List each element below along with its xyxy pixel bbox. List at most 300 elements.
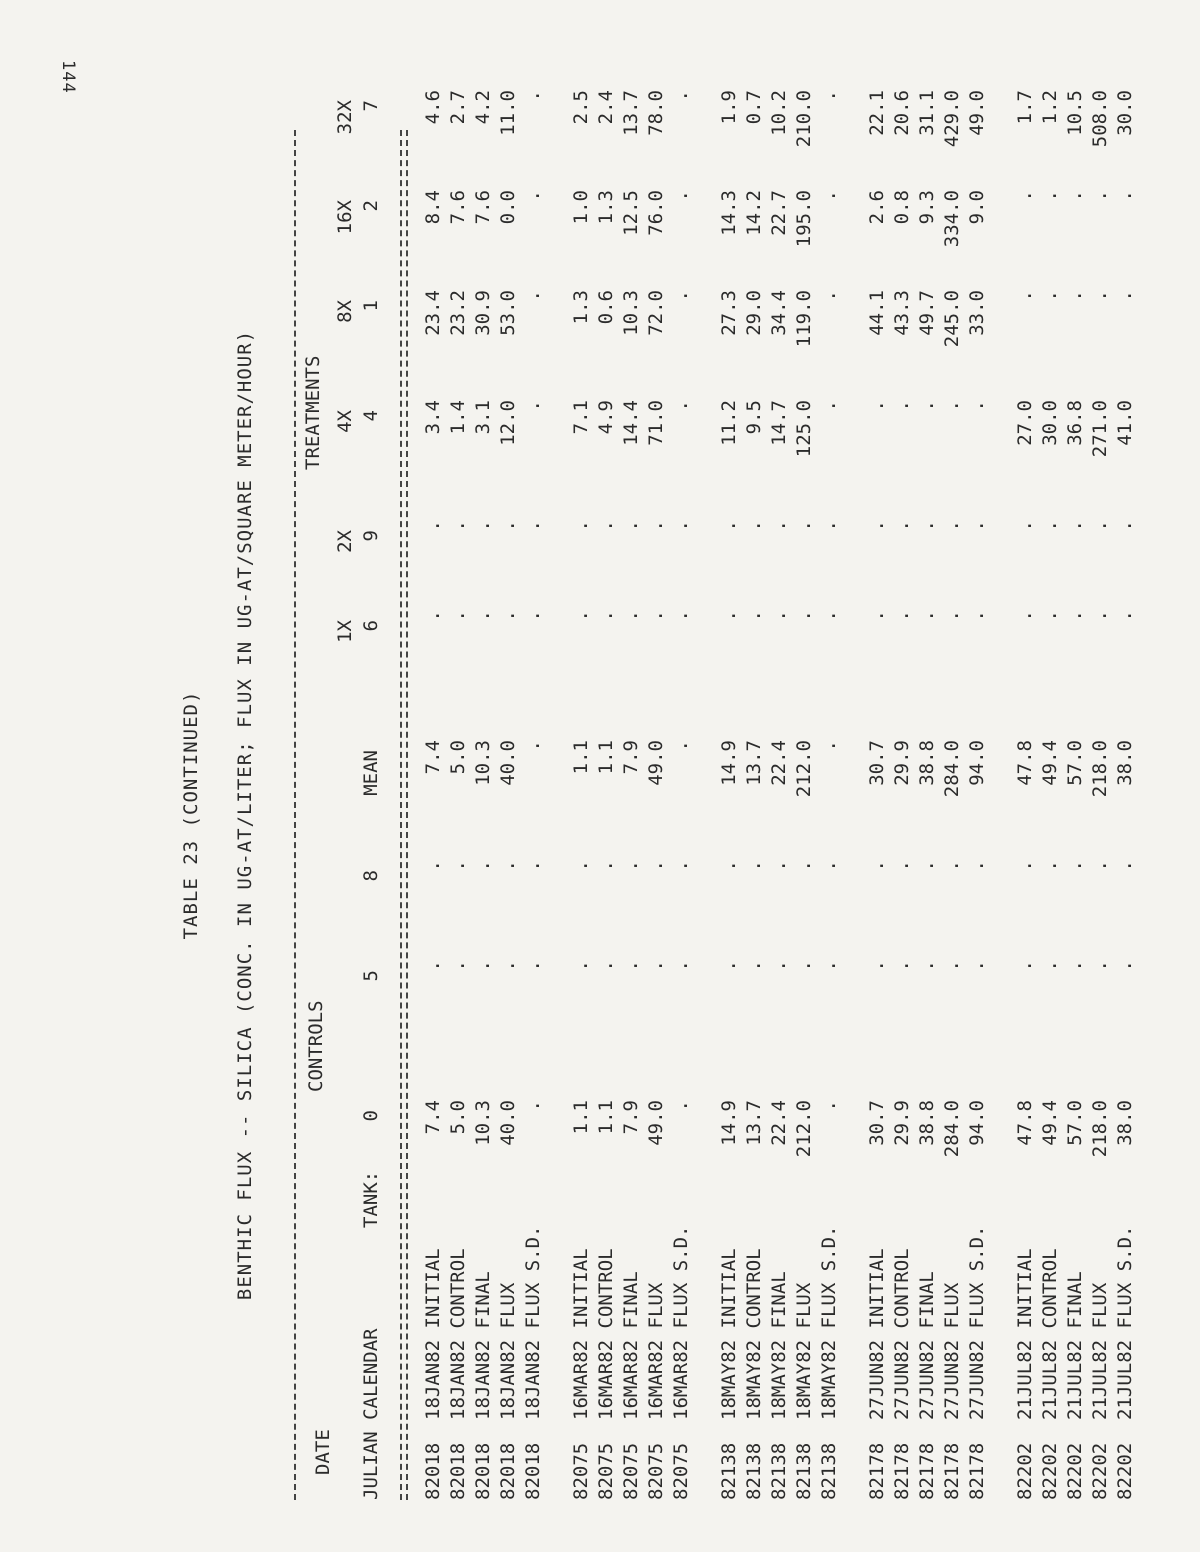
cell-calendar: 18MAY82 FLUX	[793, 1282, 815, 1420]
cell-x8: 119.0	[793, 290, 815, 348]
cell-x8: .	[1064, 290, 1086, 302]
cell-x32: 429.0	[941, 90, 963, 148]
rotated-table	[172, 90, 1172, 1500]
cell-x16: 14.2	[743, 190, 765, 236]
cell-julian: 82138	[818, 1442, 840, 1500]
cell-x2: .	[916, 520, 938, 532]
cell-calendar: 21JUL82 INITIAL	[1014, 1248, 1036, 1420]
cell-x16: 2.6	[866, 190, 888, 225]
table-row	[570, 90, 595, 1500]
cell-x4: 125.0	[793, 400, 815, 458]
cell-julian: 82178	[941, 1442, 963, 1500]
cell-t8: .	[620, 860, 642, 872]
cell-calendar: 16MAR82 FINAL	[620, 1271, 642, 1420]
table-row	[916, 90, 941, 1500]
cell-julian: 82075	[595, 1442, 617, 1500]
cell-calendar: 21JUL82 FLUX	[1089, 1282, 1111, 1420]
cell-t5: .	[472, 960, 494, 972]
cell-julian: 82018	[422, 1442, 444, 1500]
cell-x1: .	[966, 610, 988, 622]
cell-x2: .	[570, 520, 592, 532]
table-subtitle: BENTHIC FLUX -- SILICA (CONC. IN UG-AT/LITER; FLUX IN UG-AT/SQUARE METER/HOUR)	[234, 329, 256, 1301]
cell-x4: 12.0	[497, 400, 519, 446]
cell-t0: .	[670, 1100, 692, 1112]
cell-x16: 12.5	[620, 190, 642, 236]
cell-t8: .	[916, 860, 938, 872]
cell-x2: .	[891, 520, 913, 532]
cell-x16: .	[1064, 190, 1086, 202]
cell-x32: 2.5	[570, 90, 592, 125]
cell-t8: .	[891, 860, 913, 872]
cell-x1: .	[570, 610, 592, 622]
cell-t8: .	[497, 860, 519, 872]
cell-x8: .	[670, 290, 692, 302]
dose-32x: 32X	[334, 100, 356, 135]
cell-mean: .	[818, 740, 840, 752]
table-row	[447, 90, 472, 1500]
cell-t0: 38.8	[916, 1100, 938, 1146]
cell-x8: 23.4	[422, 290, 444, 336]
cell-calendar: 18MAY82 FLUX S.D.	[818, 1225, 840, 1420]
cell-x8: .	[818, 290, 840, 302]
cell-t5: .	[620, 960, 642, 972]
cell-julian: 82202	[1039, 1442, 1061, 1500]
cell-t5: .	[595, 960, 617, 972]
cell-t5: .	[570, 960, 592, 972]
cell-t5: .	[645, 960, 667, 972]
cell-julian: 82138	[768, 1442, 790, 1500]
table-row	[670, 90, 695, 1500]
cell-x1: .	[1014, 610, 1036, 622]
cell-x32: 49.0	[966, 90, 988, 136]
cell-x32: 1.2	[1039, 90, 1061, 125]
cell-x1: .	[768, 610, 790, 622]
cell-x32: 210.0	[793, 90, 815, 148]
cell-mean: .	[670, 740, 692, 752]
cell-julian: 82178	[891, 1442, 913, 1500]
cell-x2: .	[422, 520, 444, 532]
cell-x8: 49.7	[916, 290, 938, 336]
cell-t8: .	[645, 860, 667, 872]
table-row	[818, 90, 843, 1500]
cell-x8: 72.0	[645, 290, 667, 336]
cell-x4: 11.2	[718, 400, 740, 446]
cell-x1: .	[645, 610, 667, 622]
cell-x8: .	[1014, 290, 1036, 302]
cell-x1: .	[743, 610, 765, 622]
cell-t5: .	[941, 960, 963, 972]
cell-t5: .	[916, 960, 938, 972]
cell-x4: .	[941, 400, 963, 412]
tank-9-header: 9	[360, 530, 382, 542]
cell-mean: 1.1	[570, 740, 592, 775]
page-number: 144	[58, 60, 78, 94]
table-row	[595, 90, 620, 1500]
cell-t5: .	[1114, 960, 1136, 972]
cell-calendar: 16MAR82 CONTROL	[595, 1248, 617, 1420]
cell-x32: .	[522, 90, 544, 102]
cell-x16: 76.0	[645, 190, 667, 236]
cell-t0: 7.9	[620, 1100, 642, 1135]
cell-t8: .	[595, 860, 617, 872]
cell-x32: 11.0	[497, 90, 519, 136]
cell-t0: .	[522, 1100, 544, 1112]
cell-x1: .	[522, 610, 544, 622]
cell-julian: 82075	[670, 1442, 692, 1500]
cell-x16: .	[1089, 190, 1111, 202]
cell-x8: 10.3	[620, 290, 642, 336]
cell-mean: 1.1	[595, 740, 617, 775]
cell-x32: 4.6	[422, 90, 444, 125]
cell-t5: .	[522, 960, 544, 972]
cell-x32: 10.2	[768, 90, 790, 136]
cell-t8: .	[1014, 860, 1036, 872]
cell-t8: .	[941, 860, 963, 872]
cell-t8: .	[718, 860, 740, 872]
cell-calendar: 21JUL82 FINAL	[1064, 1271, 1086, 1420]
cell-julian: 82202	[1089, 1442, 1111, 1500]
controls-header: CONTROLS	[305, 1000, 327, 1092]
cell-x32: 508.0	[1089, 90, 1111, 148]
cell-calendar: 18JAN82 FLUX S.D.	[522, 1225, 544, 1420]
cell-t0: 49.0	[645, 1100, 667, 1146]
tank-1-header: 1	[360, 300, 382, 312]
cell-calendar: 27JUN82 FLUX S.D.	[966, 1225, 988, 1420]
cell-x16: .	[522, 190, 544, 202]
cell-t5: .	[966, 960, 988, 972]
header-rule-mid	[400, 130, 402, 1500]
cell-x4: .	[966, 400, 988, 412]
cell-x2: .	[472, 520, 494, 532]
cell-t8: .	[866, 860, 888, 872]
cell-calendar: 16MAR82 FLUX S.D.	[670, 1225, 692, 1420]
cell-x32: 2.7	[447, 90, 469, 125]
cell-mean: 49.0	[645, 740, 667, 786]
tank-5-header: 5	[360, 970, 382, 982]
cell-t0: 284.0	[941, 1100, 963, 1158]
mean-header: MEAN	[360, 750, 382, 796]
cell-x16: 0.0	[497, 190, 519, 225]
cell-x32: 2.4	[595, 90, 617, 125]
cell-x2: .	[818, 520, 840, 532]
dose-1x: 1X	[334, 620, 356, 643]
cell-x1: .	[620, 610, 642, 622]
cell-x16: 9.0	[966, 190, 988, 225]
cell-t5: .	[818, 960, 840, 972]
cell-calendar: 21JUL82 FLUX S.D.	[1114, 1225, 1136, 1420]
table-row	[645, 90, 670, 1500]
cell-x8: 43.3	[891, 290, 913, 336]
cell-t0: 218.0	[1089, 1100, 1111, 1158]
cell-calendar: 18MAY82 CONTROL	[743, 1248, 765, 1420]
tank-7-header: 7	[360, 100, 382, 112]
cell-mean: 13.7	[743, 740, 765, 786]
cell-x8: 29.0	[743, 290, 765, 336]
cell-x16: 9.3	[916, 190, 938, 225]
cell-julian: 82178	[966, 1442, 988, 1500]
cell-julian: 82018	[472, 1442, 494, 1500]
cell-x8: 1.3	[570, 290, 592, 325]
cell-x4: 4.9	[595, 400, 617, 435]
cell-x4: 71.0	[645, 400, 667, 446]
tank-label: TANK:	[360, 1170, 382, 1228]
cell-t5: .	[891, 960, 913, 972]
cell-x2: .	[1064, 520, 1086, 532]
cell-t5: .	[447, 960, 469, 972]
table-row	[866, 90, 891, 1500]
table-row	[1014, 90, 1039, 1500]
header-rule-top	[294, 130, 296, 1500]
cell-x2: .	[718, 520, 740, 532]
cell-calendar: 18JAN82 FLUX	[497, 1282, 519, 1420]
cell-x16: 8.4	[422, 190, 444, 225]
cell-x1: .	[447, 610, 469, 622]
cell-mean: 38.0	[1114, 740, 1136, 786]
cell-x16: 0.8	[891, 190, 913, 225]
cell-t8: .	[1114, 860, 1136, 872]
cell-x32: 20.6	[891, 90, 913, 136]
cell-x8: 44.1	[866, 290, 888, 336]
date-header: DATE	[312, 1429, 334, 1475]
treatments-header: TREATMENTS	[302, 355, 324, 470]
cell-x8: 0.6	[595, 290, 617, 325]
cell-x16: .	[818, 190, 840, 202]
cell-x16: 7.6	[447, 190, 469, 225]
cell-julian: 82018	[497, 1442, 519, 1500]
cell-x2: .	[941, 520, 963, 532]
cell-t5: .	[497, 960, 519, 972]
table-row	[1114, 90, 1139, 1500]
cell-mean: 14.9	[718, 740, 740, 786]
cell-x4: 14.7	[768, 400, 790, 446]
cell-x32: 4.2	[472, 90, 494, 125]
cell-t0: 29.9	[891, 1100, 913, 1146]
cell-t8: .	[1039, 860, 1061, 872]
cell-t5: .	[718, 960, 740, 972]
cell-calendar: 27JUN82 FINAL	[916, 1271, 938, 1420]
cell-x16: 7.6	[472, 190, 494, 225]
cell-t8: .	[1089, 860, 1111, 872]
cell-x8: 27.3	[718, 290, 740, 336]
cell-calendar: 18JAN82 CONTROL	[447, 1248, 469, 1420]
cell-t0: 14.9	[718, 1100, 740, 1146]
cell-mean: 7.4	[422, 740, 444, 775]
cell-x4: .	[916, 400, 938, 412]
cell-x8: 245.0	[941, 290, 963, 348]
cell-t5: .	[743, 960, 765, 972]
cell-x1: .	[1114, 610, 1136, 622]
tank-0-header: 0	[360, 1110, 382, 1122]
cell-t8: .	[670, 860, 692, 872]
cell-t0: 94.0	[966, 1100, 988, 1146]
cell-x4: .	[866, 400, 888, 412]
cell-x8: .	[1089, 290, 1111, 302]
cell-x8: 53.0	[497, 290, 519, 336]
cell-t0: 57.0	[1064, 1100, 1086, 1146]
cell-calendar: 27JUN82 FLUX	[941, 1282, 963, 1420]
cell-x8: 33.0	[966, 290, 988, 336]
header-rule-bottom	[406, 130, 408, 1500]
cell-x8: .	[1039, 290, 1061, 302]
cell-x2: .	[743, 520, 765, 532]
cell-x2: .	[447, 520, 469, 532]
cell-t0: .	[818, 1100, 840, 1112]
cell-t0: 10.3	[472, 1100, 494, 1146]
cell-x1: .	[793, 610, 815, 622]
cell-t0: 7.4	[422, 1100, 444, 1135]
cell-x8: 34.4	[768, 290, 790, 336]
cell-calendar: 27JUN82 INITIAL	[866, 1248, 888, 1420]
cell-t8: .	[422, 860, 444, 872]
cell-x16: .	[1039, 190, 1061, 202]
cell-julian: 82075	[620, 1442, 642, 1500]
cell-t0: 22.4	[768, 1100, 790, 1146]
cell-mean: 212.0	[793, 740, 815, 798]
table-row	[768, 90, 793, 1500]
cell-x2: .	[866, 520, 888, 532]
cell-t0: 49.4	[1039, 1100, 1061, 1146]
cell-mean: 47.8	[1014, 740, 1036, 786]
cell-calendar: 18MAY82 FINAL	[768, 1271, 790, 1420]
cell-x4: .	[891, 400, 913, 412]
cell-julian: 82202	[1114, 1442, 1136, 1500]
cell-t8: .	[818, 860, 840, 872]
cell-x2: .	[670, 520, 692, 532]
table-title: TABLE 23 (CONTINUED)	[180, 690, 202, 940]
cell-x8: 23.2	[447, 290, 469, 336]
cell-x2: .	[966, 520, 988, 532]
cell-t8: .	[966, 860, 988, 872]
cell-x1: .	[1039, 610, 1061, 622]
cell-t0: 13.7	[743, 1100, 765, 1146]
cell-x16: 195.0	[793, 190, 815, 248]
cell-x1: .	[1064, 610, 1086, 622]
cell-x1: .	[941, 610, 963, 622]
cell-t0: 30.7	[866, 1100, 888, 1146]
cell-t8: .	[743, 860, 765, 872]
cell-x16: 334.0	[941, 190, 963, 248]
cell-x2: .	[1039, 520, 1061, 532]
table-row	[891, 90, 916, 1500]
cell-x32: 30.0	[1114, 90, 1136, 136]
dose-8x: 8X	[334, 300, 356, 323]
cell-x16: 22.7	[768, 190, 790, 236]
cell-x2: .	[1114, 520, 1136, 532]
cell-t8: .	[793, 860, 815, 872]
cell-x1: .	[422, 610, 444, 622]
cell-x1: .	[472, 610, 494, 622]
cell-mean: 22.4	[768, 740, 790, 786]
cell-x4: 9.5	[743, 400, 765, 435]
cell-t0: 212.0	[793, 1100, 815, 1158]
cell-x4: 271.0	[1089, 400, 1111, 458]
cell-x4: 27.0	[1014, 400, 1036, 446]
cell-x32: 1.9	[718, 90, 740, 125]
cell-x16: 14.3	[718, 190, 740, 236]
cell-x2: .	[595, 520, 617, 532]
cell-x1: .	[891, 610, 913, 622]
cell-x1: .	[497, 610, 519, 622]
cell-t0: 40.0	[497, 1100, 519, 1146]
cell-x16: 1.3	[595, 190, 617, 225]
table-row	[1089, 90, 1114, 1500]
cell-t8: .	[522, 860, 544, 872]
cell-x16: .	[670, 190, 692, 202]
dose-16x: 16X	[334, 200, 356, 235]
cell-t8: .	[447, 860, 469, 872]
cell-x8: .	[1114, 290, 1136, 302]
cell-x2: .	[522, 520, 544, 532]
cell-t8: .	[472, 860, 494, 872]
cell-x2: .	[768, 520, 790, 532]
tank-2-header: 2	[360, 200, 382, 212]
cell-x2: .	[645, 520, 667, 532]
cell-x4: 1.4	[447, 400, 469, 435]
table-row	[620, 90, 645, 1500]
julian-calendar-header: JULIAN CALENDAR	[360, 1328, 382, 1500]
cell-t5: .	[1089, 960, 1111, 972]
cell-julian: 82138	[793, 1442, 815, 1500]
cell-t5: .	[793, 960, 815, 972]
cell-calendar: 18JAN82 INITIAL	[422, 1248, 444, 1420]
cell-x4: .	[670, 400, 692, 412]
cell-julian: 82202	[1014, 1442, 1036, 1500]
cell-mean: 284.0	[941, 740, 963, 798]
cell-t0: 1.1	[595, 1100, 617, 1135]
table-row	[743, 90, 768, 1500]
cell-x32: .	[670, 90, 692, 102]
cell-mean: 94.0	[966, 740, 988, 786]
dose-2x: 2X	[334, 530, 356, 553]
tank-8-header: 8	[360, 870, 382, 882]
cell-t5: .	[1064, 960, 1086, 972]
cell-x1: .	[718, 610, 740, 622]
cell-calendar: 18JAN82 FINAL	[472, 1271, 494, 1420]
cell-julian: 82202	[1064, 1442, 1086, 1500]
cell-mean: .	[522, 740, 544, 752]
cell-t0: 47.8	[1014, 1100, 1036, 1146]
table-row	[941, 90, 966, 1500]
cell-julian: 82018	[522, 1442, 544, 1500]
cell-x4: 14.4	[620, 400, 642, 446]
cell-julian: 82138	[718, 1442, 740, 1500]
cell-x32: 13.7	[620, 90, 642, 136]
cell-mean: 7.9	[620, 740, 642, 775]
cell-julian: 82138	[743, 1442, 765, 1500]
cell-mean: 10.3	[472, 740, 494, 786]
cell-mean: 40.0	[497, 740, 519, 786]
cell-t0: 38.0	[1114, 1100, 1136, 1146]
cell-t5: .	[768, 960, 790, 972]
cell-calendar: 16MAR82 FLUX	[645, 1282, 667, 1420]
cell-x16: .	[1114, 190, 1136, 202]
tank-4-header: 4	[360, 410, 382, 422]
cell-x4: .	[522, 400, 544, 412]
cell-x2: .	[1014, 520, 1036, 532]
cell-t0: 1.1	[570, 1100, 592, 1135]
cell-x1: .	[866, 610, 888, 622]
cell-julian: 82018	[447, 1442, 469, 1500]
cell-mean: 29.9	[891, 740, 913, 786]
table-row	[522, 90, 547, 1500]
cell-t5: .	[422, 960, 444, 972]
table-row	[472, 90, 497, 1500]
cell-x2: .	[497, 520, 519, 532]
cell-t5: .	[1014, 960, 1036, 972]
cell-julian: 82178	[916, 1442, 938, 1500]
cell-x8: .	[522, 290, 544, 302]
cell-x1: .	[670, 610, 692, 622]
